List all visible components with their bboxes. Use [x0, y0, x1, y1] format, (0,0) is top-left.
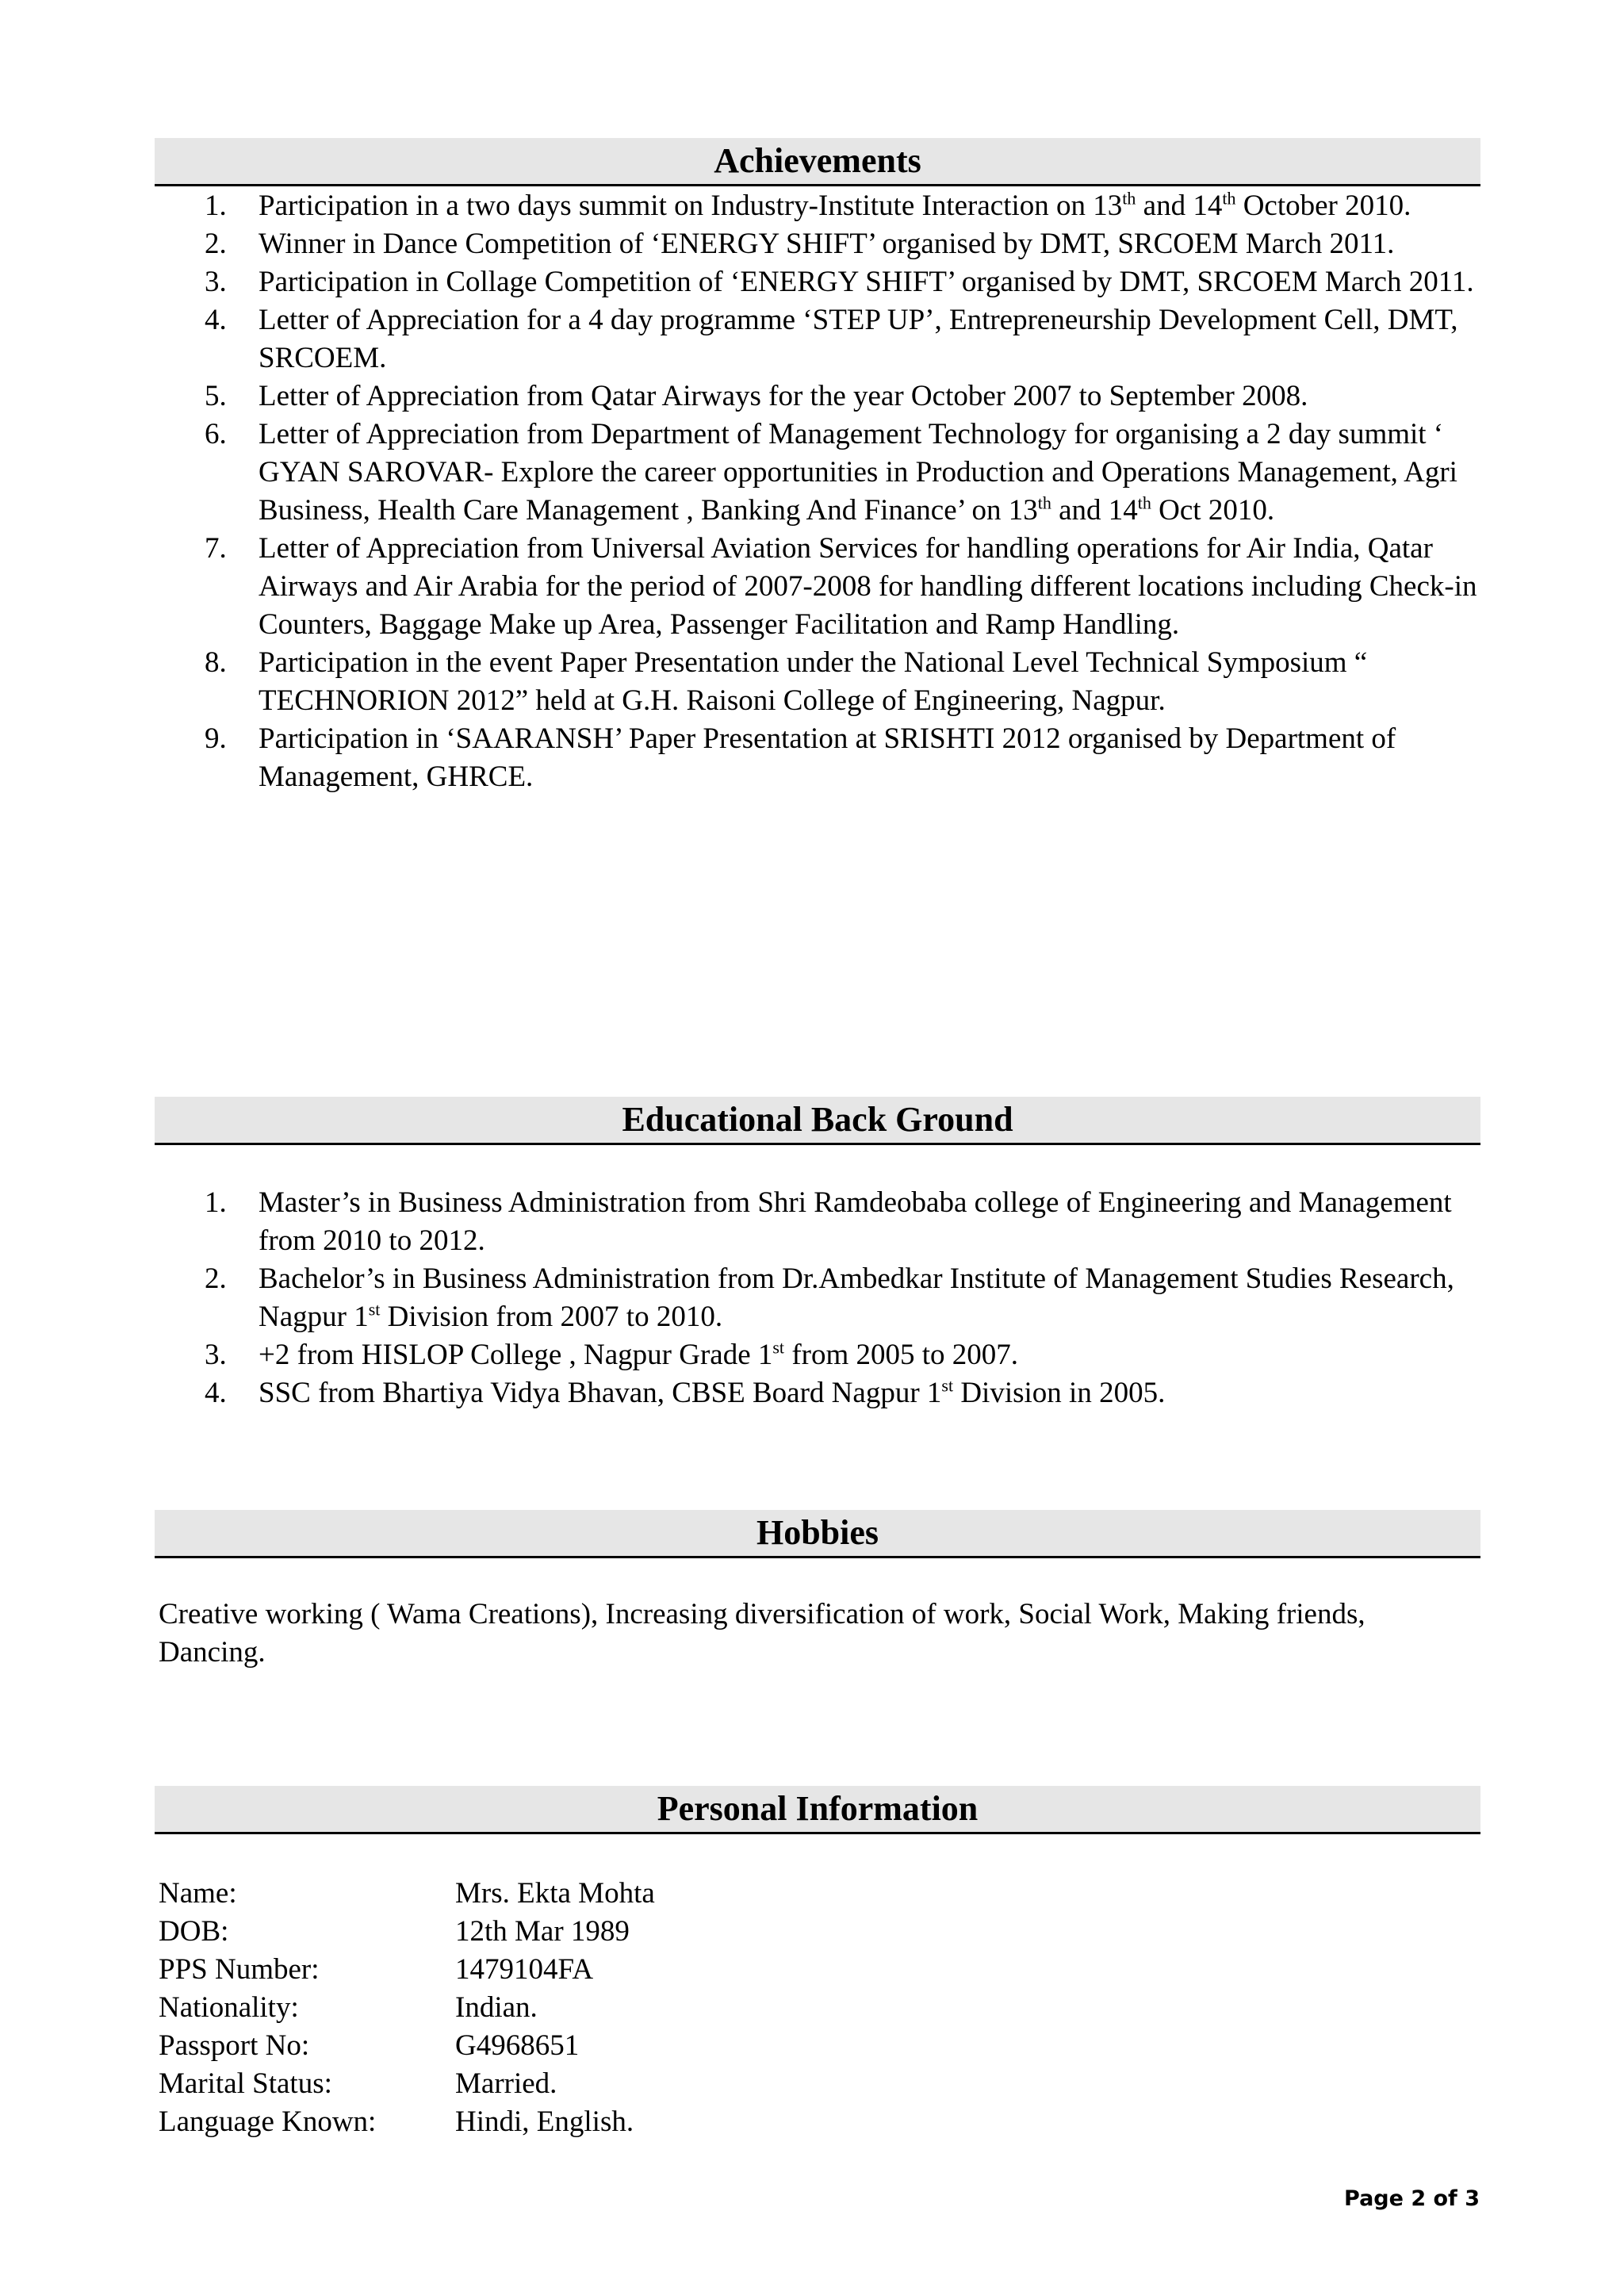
list-item — [155, 301, 1480, 377]
personal-info-row — [159, 1951, 655, 1989]
list-item-number: 7. — [205, 532, 227, 565]
list-item — [155, 1336, 1480, 1374]
list-item-text: Letter of Appreciation from Universal Aviation Services for handling operations for Air India, Qatar Airways and Air Arabia for the period of 2007-2008 for handling different locations including Check-in Counters, Baggage Make up Area, Passenger Facilitation and Ramp Handling. — [259, 532, 1477, 641]
list-item-number: 3. — [205, 1339, 227, 1371]
list-item-text: Bachelor’s in Business Administration from Dr.Ambedkar Institute of Management Studies Research, Nagpur 1 — [259, 1262, 1454, 1333]
personal-info-label: Nationality: — [159, 1991, 299, 2024]
list-item — [155, 263, 1480, 301]
personal-info-row — [159, 1989, 655, 2027]
list-item — [155, 644, 1480, 720]
list-item-number: 2. — [205, 1262, 227, 1295]
list-item-text: Participation in a two days summit on Industry-Institute Interaction on 13 — [259, 190, 1123, 222]
list-item — [155, 530, 1480, 644]
personal-info-row — [159, 1875, 655, 1913]
superscript: st — [772, 1337, 785, 1358]
education-header: Educational Back Ground — [155, 1097, 1480, 1145]
list-item — [155, 377, 1480, 416]
list-item-text: October 2010. — [1235, 190, 1411, 222]
list-item — [155, 225, 1480, 263]
personal-info-row — [159, 2103, 655, 2141]
list-item — [155, 1374, 1480, 1412]
personal-info-row — [159, 2065, 655, 2103]
superscript: th — [1037, 492, 1051, 513]
personal-info-value: Hindi, English. — [455, 2105, 634, 2138]
list-item — [155, 416, 1480, 530]
list-item-number: 1. — [205, 190, 227, 222]
list-item — [155, 1260, 1480, 1336]
personal-info-value: 1479104FA — [455, 1953, 594, 1986]
list-item-number: 4. — [205, 1377, 227, 1409]
list-item-text: Letter of Appreciation from Department of Management Technology for organising a 2 day summit ‘ GYAN SAROVAR- Explore the career opportunities in Production and Operations Management, Agri Business, Health Care Management , Banking And Finance’ on 13 — [259, 418, 1457, 527]
personal-info-value: Married. — [455, 2067, 557, 2100]
personal-info-value: 12th Mar 1989 — [455, 1915, 630, 1948]
list-item-text: +2 from HISLOP College , Nagpur Grade 1 — [259, 1339, 773, 1371]
personal-info-value: Indian. — [455, 1991, 538, 2024]
list-item-text: Participation in ‘SAARANSH’ Paper Presentation at SRISHTI 2012 organised by Department of Management, GHRCE. — [259, 722, 1396, 793]
superscript: st — [941, 1375, 954, 1396]
personal-info-label: Passport No: — [159, 2029, 310, 2062]
list-item — [155, 1184, 1480, 1260]
list-item — [155, 720, 1480, 796]
personal-info-label: DOB: — [159, 1915, 229, 1948]
list-item-number: 4. — [205, 304, 227, 336]
list-item-text: Oct 2010. — [1151, 494, 1275, 527]
list-item-text: Participation in the event Paper Presentation under the National Level Technical Symposium “ TECHNORION 2012” held at G.H. Raisoni College of Engineering, Nagpur. — [259, 646, 1368, 717]
hobbies-text: Creative working ( Wama Creations), Increasing diversification of work, Social Work, Making friends, Dancing. — [159, 1598, 1365, 1669]
list-item-text: Winner in Dance Competition of ‘ENERGY SHIFT’ organised by DMT, SRCOEM March 2011. — [259, 228, 1395, 260]
list-item-text: SSC from Bhartiya Vidya Bhavan, CBSE Board Nagpur 1 — [259, 1377, 942, 1409]
personal-info-row — [159, 1913, 655, 1951]
hobbies-header: Hobbies — [155, 1510, 1480, 1558]
list-item-text: from 2005 to 2007. — [784, 1339, 1019, 1371]
list-item-number: 6. — [205, 418, 227, 450]
list-item-number: 9. — [205, 722, 227, 755]
personal-info-row — [159, 2027, 655, 2065]
personal-info-value: Mrs. Ekta Mohta — [455, 1877, 655, 1910]
list-item-number: 8. — [205, 646, 227, 679]
achievements-list — [155, 187, 1480, 796]
list-item-number: 1. — [205, 1186, 227, 1219]
superscript: th — [1137, 492, 1151, 513]
list-item-text: Letter of Appreciation for a 4 day programme ‘STEP UP’, Entrepreneurship Development Cell, DMT, SRCOEM. — [259, 304, 1458, 374]
personal-info-header: Personal Information — [155, 1786, 1480, 1834]
list-item-text: and 14 — [1136, 190, 1223, 222]
personal-info-label: Marital Status: — [159, 2067, 332, 2100]
personal-info-value: G4968651 — [455, 2029, 580, 2062]
list-item-number: 2. — [205, 228, 227, 260]
achievements-header: Achievements — [155, 138, 1480, 186]
list-item — [155, 187, 1480, 225]
list-item-text: Division in 2005. — [953, 1377, 1166, 1409]
superscript: th — [1122, 188, 1136, 209]
list-item-text: Letter of Appreciation from Qatar Airways for the year October 2007 to September 2008. — [259, 380, 1308, 412]
superscript: th — [1222, 188, 1236, 209]
personal-info-label: Name: — [159, 1877, 237, 1910]
page-number: Page 2 of 3 — [1344, 2186, 1480, 2211]
list-item-text: Participation in Collage Competition of ‘ENERGY SHIFT’ organised by DMT, SRCOEM March 2011. — [259, 266, 1474, 298]
list-item-text: Division from 2007 to 2010. — [380, 1301, 723, 1333]
superscript: st — [368, 1299, 381, 1320]
list-item-text: and 14 — [1051, 494, 1138, 527]
list-item-number: 5. — [205, 380, 227, 412]
education-list — [155, 1184, 1480, 1412]
personal-info-label: Language Known: — [159, 2105, 377, 2138]
personal-info-label: PPS Number: — [159, 1953, 320, 1986]
list-item-number: 3. — [205, 266, 227, 298]
list-item-text: Master’s in Business Administration from Shri Ramdeobaba college of Engineering and Management from 2010 to 2012. — [259, 1186, 1452, 1257]
personal-info-table — [159, 1875, 655, 2141]
